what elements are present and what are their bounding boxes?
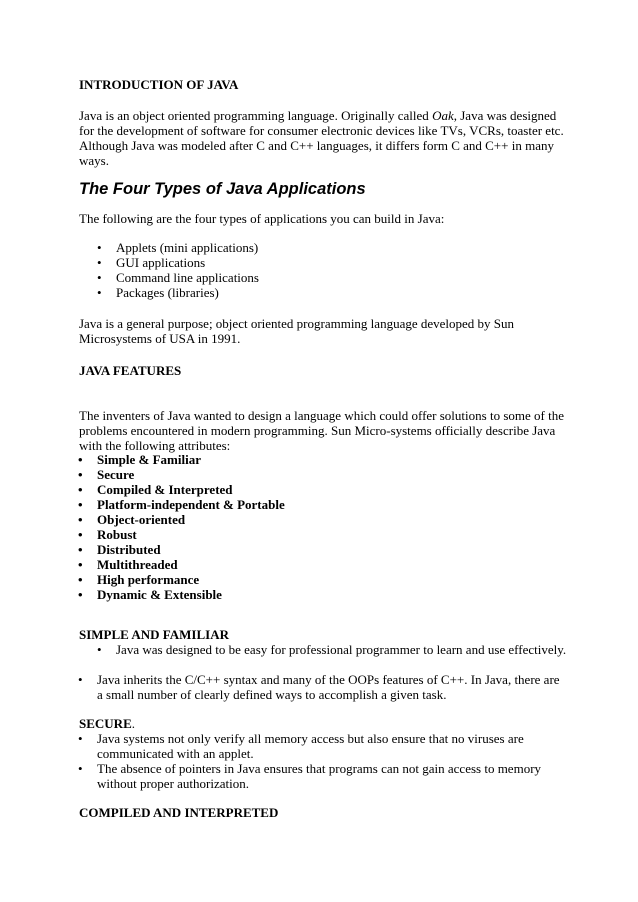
list-item: • Secure: [97, 467, 568, 482]
list-item: • Distributed: [97, 542, 568, 557]
list-item: • GUI applications: [116, 255, 568, 270]
list-item: • Compiled & Interpreted: [97, 482, 568, 497]
list-item: • High performance: [97, 572, 568, 587]
intro-paragraph: [79, 108, 568, 168]
list-item: • Command line applications: [116, 270, 568, 285]
secure-heading: [79, 716, 568, 731]
secure-heading-suffix: .: [131, 716, 135, 731]
types-list: [116, 240, 568, 300]
list-item: • Dynamic & Extensible: [97, 587, 568, 602]
list-item: • Packages (libraries): [116, 285, 568, 300]
simple-list: [97, 672, 568, 702]
features-list: [97, 452, 568, 602]
intro-text-a: Java is an object oriented programming language. Originally called: [79, 108, 433, 123]
features-heading: JAVA FEATURES: [79, 363, 182, 378]
list-item: • Multithreaded: [97, 557, 568, 572]
list-item: • Platform-independent & Portable: [97, 497, 568, 512]
compiled-heading: COMPILED AND INTERPRETED: [79, 805, 279, 820]
types-closing: Java is a general purpose; object oriented programming language developed by Sun Microsystems of USA in 1991.: [79, 316, 515, 346]
list-item: • Java systems not only verify all memory access but also ensure that no viruses are communicated with an applet.: [97, 731, 568, 761]
secure-list: [97, 731, 568, 791]
list-item: • The absence of pointers in Java ensures that programs can not gain access to memory without proper authorization.: [97, 761, 568, 791]
list-item: • Java inherits the C/C++ syntax and many of the OOPs features of C++. In Java, there are a small number of clearly defined ways to accomplish a given task.: [97, 672, 568, 702]
intro-text-oak: Oak: [432, 108, 454, 123]
list-item: • Java was designed to be easy for professional programmer to learn and use effectively.: [116, 642, 568, 657]
types-heading: The Four Types of Java Applications: [79, 180, 366, 198]
intro-text-b: , Java was designed for the development of software for consumer electronic devices like TVs, VCRs, toaster etc. Although Java was modeled after C and C++ languages, it differs form C and C++ in many ways.: [79, 108, 564, 168]
intro-heading: INTRODUCTION OF JAVA: [79, 77, 239, 92]
secure-heading-text: SECURE: [79, 716, 132, 731]
list-item: • Object-oriented: [97, 512, 568, 527]
list-item: • Robust: [97, 527, 568, 542]
list-item: • Applets (mini applications): [116, 240, 568, 255]
simple-list-indented: [116, 642, 568, 657]
features-paragraph: The inventers of Java wanted to design a language which could offer solutions to some of the problems encountered in modern programming. Sun Micro-systems officially describe Java with the following attributes:: [79, 408, 564, 453]
list-item: • Simple & Familiar: [97, 452, 568, 467]
types-lead: The following are the four types of applications you can build in Java:: [79, 211, 445, 226]
simple-heading: SIMPLE AND FAMILIAR: [79, 627, 229, 642]
